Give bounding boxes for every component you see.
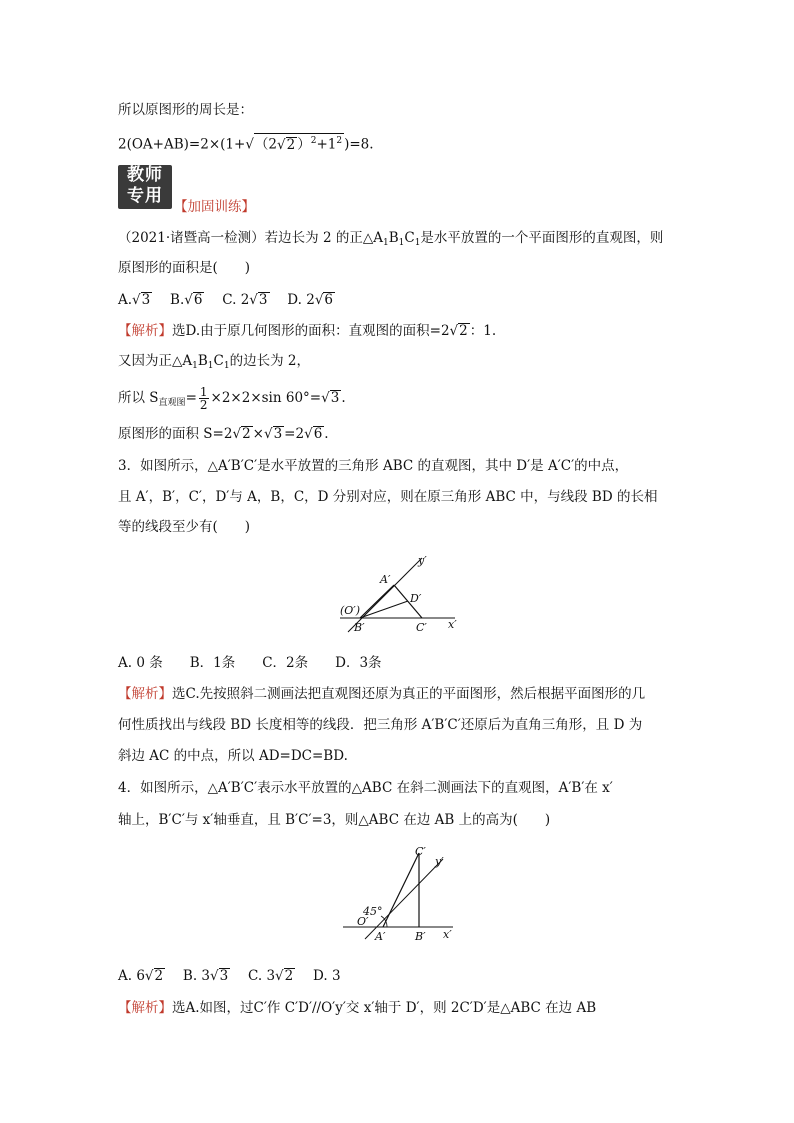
options-line: A. 0 条 B．1条 C．2条 D．3条: [118, 655, 382, 671]
question-line: 轴上，B′C′与 x′轴垂直，且 B′C′=3，则△ABC 在边 AB 上的高为( ): [118, 812, 551, 828]
label-b: B′: [354, 621, 365, 634]
label-c: C′: [416, 621, 427, 634]
question-line: 原图形的面积是( ): [118, 260, 251, 276]
label-d: D′: [410, 592, 422, 605]
edge-ab: [360, 585, 394, 618]
answer-line: 【解析】选A.如图，过C′作 C′D′//O′y′交 x′轴于 D′，则 2C′D′是△ABC 在边 AB: [118, 1000, 597, 1016]
answer-line: 【解析】选C.先按照斜二测画法把直观图还原为真正的平面图形，然后根据平面图形的几: [118, 686, 646, 702]
answer-line: 何性质找出与线段 BD 长度相等的线段．把三角形 A′B′C′还原后为直角三角形，且 D 为: [118, 717, 643, 733]
answer-tag: 【解析】: [118, 1000, 172, 1016]
label-y: y′: [418, 554, 427, 567]
label-y: y′: [435, 855, 444, 868]
figure-q3: [330, 552, 470, 638]
edge-ac: [383, 853, 419, 927]
text-line: 所以原图形的周长是：: [118, 102, 253, 118]
options-line: A.√3 B.√6 C. 2√3 D. 2√6: [118, 292, 334, 308]
answer-tag: 【解析】: [118, 686, 172, 702]
answer-line: 【解析】选D.由于原几何图形的面积：直观图的面积=2√2 ：1.: [118, 323, 497, 339]
label-a: A′: [380, 573, 391, 586]
formula-line: 2(OA+AB)=2×(1+√（2√2 ）$^2+1^2$ )=8.: [118, 133, 374, 155]
label-x: x′: [448, 618, 457, 631]
answer-line: 所以 $S_{直观图}=$ $\frac{1}{2}$ ×2×2×sin 60°=√3 .: [118, 385, 346, 412]
label-a: A′: [375, 930, 386, 943]
label-c: C′: [415, 845, 426, 858]
answer-line: 原图形的面积 S=2√2 ×√3 =2√6 .: [118, 426, 329, 442]
teacher-badge: 教师 专用: [118, 165, 172, 209]
label-o: (O′): [340, 604, 361, 617]
label-o: O′: [357, 915, 369, 928]
segment-bd: [360, 601, 408, 618]
reinforce-tag: 【加固训练】: [174, 199, 255, 215]
question-line: 等的线段至少有( ): [118, 519, 251, 535]
question-line: 且 A′，B′，C′，D′与 A，B，C，D 分别对应，则在原三角形 ABC 中，与线段 BD 的长相: [118, 489, 658, 505]
label-x: x′: [443, 928, 452, 941]
figure-q4: [335, 843, 465, 948]
answer-tag: 【解析】: [118, 323, 172, 339]
answer-line: 又因为正$\triangle A_1B_1C_1$的边长为 2，: [118, 353, 310, 371]
answer-line: 斜边 AC 的中点，所以 AD=DC=BD.: [118, 748, 348, 764]
question-line: 3．如图所示，△A′B′C′是水平放置的三角形 ABC 的直观图，其中 D′是 A′C′的中点，: [118, 458, 629, 474]
options-line: A. 6√2 B. 3√3 C. 3√2 D. 3: [118, 968, 341, 984]
question-line: （2021·诸暨高一检测）若边长为 2 的正$\triangle A_1B_1C_1$是水平放置的一个平面图形的直观图，则: [118, 230, 664, 248]
label-angle: 45°: [363, 905, 383, 918]
sqrt: √（2√2 ）$^2+1^2$: [245, 133, 344, 155]
label-b: B′: [415, 930, 426, 943]
question-line: 4．如图所示，△A′B′C′表示水平放置的△ABC 在斜二测画法下的直观图，A′B′在 x′: [118, 780, 613, 796]
